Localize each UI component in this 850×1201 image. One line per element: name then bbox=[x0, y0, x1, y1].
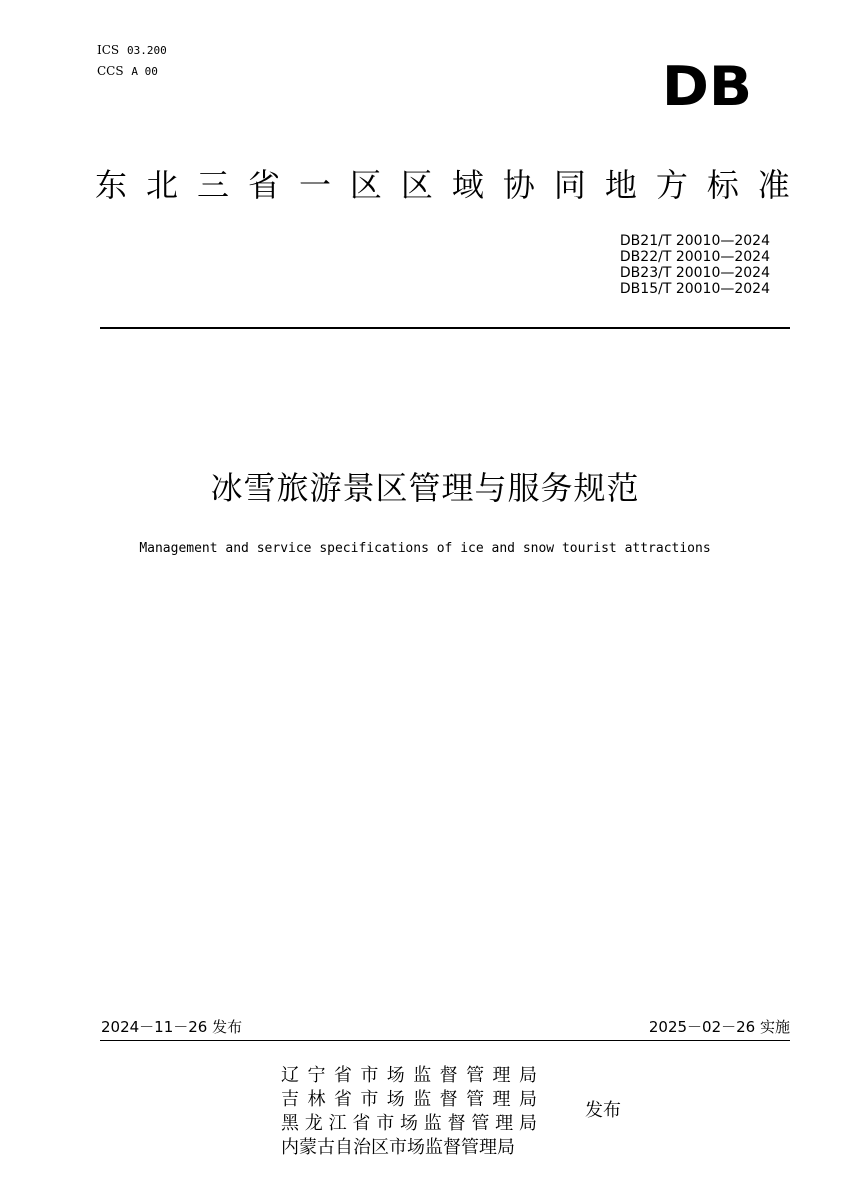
issuer-char: 理 bbox=[492, 1089, 511, 1110]
issuer bbox=[281, 1112, 537, 1136]
issuer-char: 场 bbox=[386, 1065, 405, 1086]
issuer bbox=[281, 1064, 537, 1088]
issuer-char: 林 bbox=[307, 1089, 326, 1110]
issuer-char: 市 bbox=[360, 1065, 379, 1086]
standard-type-char: 区 bbox=[400, 166, 433, 204]
issuer-char: 理 bbox=[492, 1065, 511, 1086]
standard-type-char: 省 bbox=[247, 166, 280, 204]
standard-type-char: 东 bbox=[95, 166, 128, 204]
issuer-char: 监 bbox=[413, 1065, 432, 1086]
issuer-char: 场 bbox=[399, 1113, 418, 1134]
issuer-char: 省 bbox=[333, 1089, 352, 1110]
issue-date: 2024－11－26 发布 bbox=[101, 1018, 243, 1036]
issuer-char: 局 bbox=[518, 1089, 537, 1110]
standard-type-heading bbox=[95, 165, 790, 205]
standard-type-char: 同 bbox=[553, 166, 586, 204]
issuer-char: 市 bbox=[360, 1089, 379, 1110]
issuer-char: 市 bbox=[376, 1113, 395, 1134]
standard-code: DB21/T 20010—2024 bbox=[619, 233, 770, 249]
implementation-date: 2025－02－26 实施 bbox=[648, 1018, 790, 1036]
standard-type-char: 协 bbox=[502, 166, 535, 204]
standard-type-char: 一 bbox=[298, 166, 331, 204]
standard-type-char: 准 bbox=[757, 166, 790, 204]
ccs-label: CCS bbox=[97, 64, 124, 78]
standard-type-char: 北 bbox=[145, 166, 178, 204]
issuer-char: 黑 bbox=[281, 1113, 299, 1134]
standard-type-char: 三 bbox=[196, 166, 229, 204]
issuer-char: 局 bbox=[518, 1065, 537, 1086]
standard-type-char: 区 bbox=[349, 166, 382, 204]
standard-type-char: 地 bbox=[604, 166, 637, 204]
issuer bbox=[281, 1088, 537, 1112]
issuer-char: 吉 bbox=[281, 1089, 299, 1110]
ccs-value: A 00 bbox=[131, 65, 158, 78]
header-divider bbox=[100, 327, 790, 329]
standard-code: DB22/T 20010—2024 bbox=[619, 249, 770, 265]
standard-type-char: 标 bbox=[706, 166, 739, 204]
issuer-char: 省 bbox=[352, 1113, 371, 1134]
issuer-char: 督 bbox=[439, 1065, 458, 1086]
issuer: 内蒙古自治区市场监督管理局 bbox=[281, 1137, 515, 1158]
issuer-char: 监 bbox=[413, 1089, 432, 1110]
issuer-char: 场 bbox=[386, 1089, 405, 1110]
ccs-line bbox=[97, 61, 167, 82]
classification-codes bbox=[97, 40, 167, 82]
issuer-char: 管 bbox=[466, 1089, 485, 1110]
issue-label: 发布 bbox=[585, 1100, 621, 1121]
issuer-char: 督 bbox=[439, 1089, 458, 1110]
standard-type-char: 方 bbox=[655, 166, 688, 204]
document-subtitle-en: Management and service specifications of ice and snow tourist attractions bbox=[139, 541, 711, 556]
document-title: 冰雪旅游景区管理与服务规范 bbox=[210, 469, 640, 507]
issuer-char: 理 bbox=[495, 1113, 514, 1134]
issuing-authorities bbox=[281, 1064, 537, 1160]
issuer-char: 监 bbox=[423, 1113, 442, 1134]
db-logo-text: DB bbox=[661, 55, 753, 118]
issuer-char: 省 bbox=[333, 1065, 352, 1086]
issuer-char: 江 bbox=[328, 1113, 347, 1134]
db-logo bbox=[661, 55, 762, 118]
issuer-char: 管 bbox=[471, 1113, 490, 1134]
standard-code: DB23/T 20010—2024 bbox=[619, 265, 770, 281]
issuer-char: 管 bbox=[466, 1065, 485, 1086]
standard-code: DB15/T 20010—2024 bbox=[619, 281, 770, 297]
issuer-char: 督 bbox=[447, 1113, 466, 1134]
issuer-char: 宁 bbox=[307, 1065, 326, 1086]
ics-label: ICS bbox=[97, 43, 120, 57]
standard-codes bbox=[620, 233, 770, 297]
issuer-char: 龙 bbox=[304, 1113, 323, 1134]
ics-value: 03.200 bbox=[126, 44, 167, 57]
standard-type-char: 域 bbox=[451, 166, 484, 204]
issuer-char: 辽 bbox=[281, 1065, 299, 1086]
ics-line bbox=[97, 40, 167, 61]
issuer-char: 局 bbox=[518, 1113, 537, 1134]
footer-divider bbox=[100, 1040, 790, 1041]
